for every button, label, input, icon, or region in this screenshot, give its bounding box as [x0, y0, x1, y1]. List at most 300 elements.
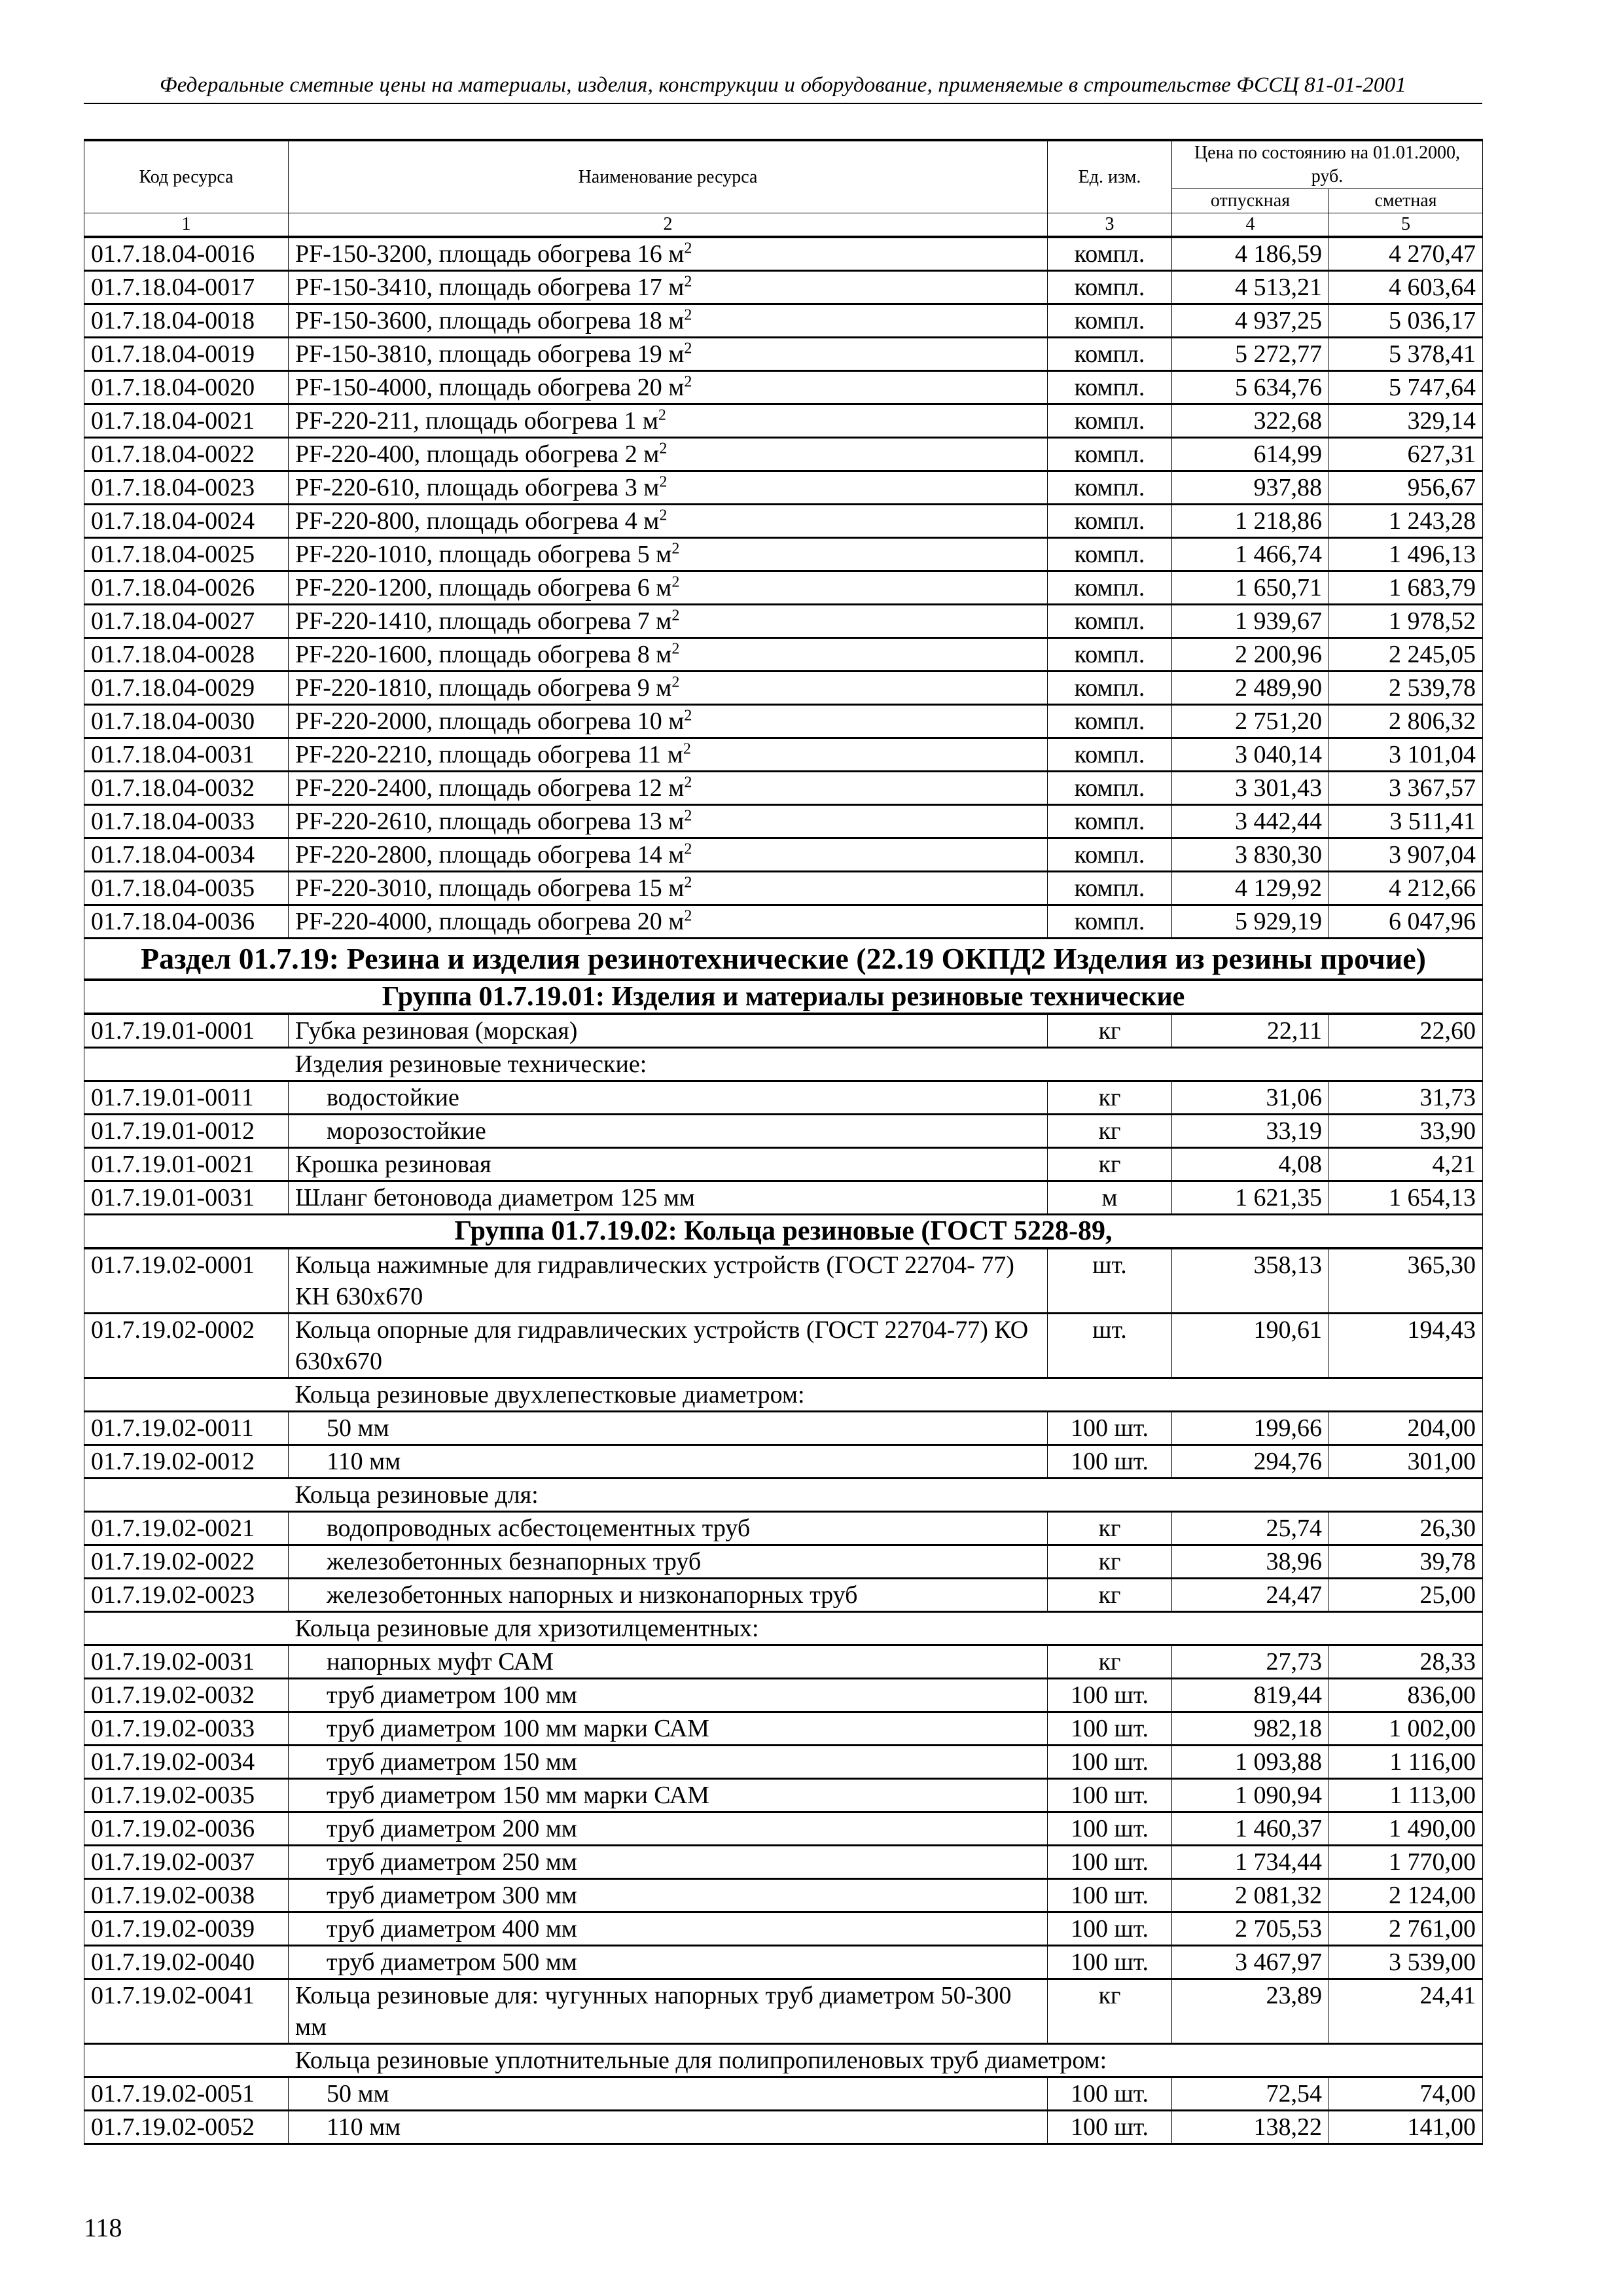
- resource-name: [289, 538, 1048, 571]
- resource-name: [289, 404, 1048, 438]
- table-row: [84, 571, 1483, 605]
- price-estimate: 956,67: [1329, 471, 1483, 505]
- superscript: 2: [671, 673, 680, 691]
- table-row: [84, 1081, 1483, 1115]
- unit: 100 шт.: [1048, 1445, 1172, 1479]
- column-number-row: [84, 213, 1483, 238]
- price-estimate: 22,60: [1329, 1014, 1483, 1048]
- resource-code: 01.7.19.02-0001: [84, 1248, 289, 1314]
- running-header: Федеральные сметные цены на материалы, изделия, конструкции и оборудование, применяемые в строительстве ФССЦ 81-01-2001: [84, 73, 1482, 104]
- price-release: 614,99: [1172, 438, 1329, 471]
- table-row: [84, 1014, 1483, 1048]
- resource-code: 01.7.19.02-0022: [84, 1545, 289, 1579]
- price-release: 22,11: [1172, 1014, 1329, 1048]
- resource-name: Кольца резиновые для: чугунных напорных труб диаметром 50-300 мм: [289, 1979, 1048, 2044]
- unit: компл.: [1048, 237, 1172, 271]
- table-row: [84, 872, 1483, 905]
- resource-name: [289, 905, 1048, 939]
- price-release: 3 301,43: [1172, 772, 1329, 805]
- table-row: [84, 605, 1483, 638]
- price-release: 5 634,76: [1172, 371, 1329, 404]
- table-row: [84, 838, 1483, 872]
- unit: компл.: [1048, 438, 1172, 471]
- table-row: [84, 1579, 1483, 1612]
- price-release: 5 929,19: [1172, 905, 1329, 939]
- superscript: 2: [684, 340, 692, 357]
- resource-code: 01.7.18.04-0021: [84, 404, 289, 438]
- table-row: [84, 438, 1483, 471]
- resource-name: Кольца нажимные для гидравлических устройств (ГОСТ 22704- 77) КН 630х670: [289, 1248, 1048, 1314]
- unit: 100 шт.: [1048, 1812, 1172, 1846]
- unit: 100 шт.: [1048, 1412, 1172, 1445]
- section-01-7-19: [84, 939, 1483, 2144]
- price-estimate: 4 270,47: [1329, 237, 1483, 271]
- subheading-row: [84, 1378, 1483, 1412]
- superscript: 2: [671, 540, 680, 558]
- resource-name: труб диаметром 500 мм: [289, 1946, 1048, 1979]
- table-row: [84, 1812, 1483, 1846]
- table-row: [84, 672, 1483, 705]
- resource-code: 01.7.18.04-0023: [84, 471, 289, 505]
- unit: кг: [1048, 1148, 1172, 1181]
- price-release: 1 090,94: [1172, 1779, 1329, 1812]
- resource-code: 01.7.19.02-0034: [84, 1746, 289, 1779]
- resource-name: 110 мм: [289, 1445, 1048, 1479]
- resource-code: 01.7.18.04-0036: [84, 905, 289, 939]
- price-estimate: 2 124,00: [1329, 1879, 1483, 1912]
- resource-name-text: PF-220-800, площадь обогрева 4 м: [295, 507, 660, 535]
- table-row: [84, 1979, 1483, 2044]
- resource-code: 01.7.19.01-0031: [84, 1181, 289, 1215]
- column-number: 2: [289, 213, 1048, 238]
- resource-code: 01.7.19.02-0038: [84, 1879, 289, 1912]
- resource-name-text: PF-150-3600, площадь обогрева 18 м: [295, 307, 685, 334]
- price-estimate: 5 378,41: [1329, 338, 1483, 371]
- resource-code: 01.7.18.04-0025: [84, 538, 289, 571]
- resource-name-text: PF-220-610, площадь обогрева 3 м: [295, 474, 660, 501]
- unit: компл.: [1048, 605, 1172, 638]
- resource-name-text: PF-220-2800, площадь обогрева 14 м: [295, 841, 685, 869]
- price-release: 3 830,30: [1172, 838, 1329, 872]
- superscript: 2: [684, 273, 692, 291]
- price-estimate: 39,78: [1329, 1545, 1483, 1579]
- unit: м: [1048, 1181, 1172, 1215]
- unit: 100 шт.: [1048, 1679, 1172, 1712]
- price-release: 358,13: [1172, 1248, 1329, 1314]
- table-row: [84, 304, 1483, 338]
- resource-name: 50 мм: [289, 1412, 1048, 1445]
- resource-name-text: PF-220-3010, площадь обогрева 15 м: [295, 874, 685, 902]
- resource-name: [289, 438, 1048, 471]
- price-estimate: 25,00: [1329, 1579, 1483, 1612]
- unit: компл.: [1048, 271, 1172, 304]
- price-release: 72,54: [1172, 2077, 1329, 2111]
- unit: компл.: [1048, 872, 1172, 905]
- price-estimate: 141,00: [1329, 2111, 1483, 2144]
- table-row: [84, 638, 1483, 672]
- resource-code: 01.7.19.02-0052: [84, 2111, 289, 2144]
- price-estimate: 1 654,13: [1329, 1181, 1483, 1215]
- price-estimate: 74,00: [1329, 2077, 1483, 2111]
- resource-name-text: PF-150-3810, площадь обогрева 19 м: [295, 340, 685, 368]
- price-release: 1 650,71: [1172, 571, 1329, 605]
- column-number: 5: [1329, 213, 1483, 238]
- resource-code: 01.7.18.04-0031: [84, 738, 289, 772]
- resource-name: Кольца опорные для гидравлических устройств (ГОСТ 22704-77) КО 630х670: [289, 1314, 1048, 1378]
- table-row: [84, 1248, 1483, 1314]
- resource-code: 01.7.19.02-0023: [84, 1579, 289, 1612]
- resource-code: 01.7.18.04-0028: [84, 638, 289, 672]
- price-release: 294,76: [1172, 1445, 1329, 1479]
- resource-code: 01.7.19.02-0032: [84, 1679, 289, 1712]
- resource-name: [289, 772, 1048, 805]
- price-release: 982,18: [1172, 1712, 1329, 1746]
- superscript: 2: [659, 507, 668, 524]
- price-release: 937,88: [1172, 471, 1329, 505]
- resource-name: железобетонных напорных и низконапорных труб: [289, 1579, 1048, 1612]
- superscript: 2: [684, 707, 692, 725]
- subheading-row: [84, 1048, 1483, 1081]
- price-estimate: 1 978,52: [1329, 605, 1483, 638]
- resource-code: 01.7.19.01-0001: [84, 1014, 289, 1048]
- price-estimate: 1 683,79: [1329, 571, 1483, 605]
- superscript: 2: [659, 473, 668, 491]
- price-estimate: 33,90: [1329, 1115, 1483, 1148]
- resource-code: 01.7.19.01-0012: [84, 1115, 289, 1148]
- unit: компл.: [1048, 538, 1172, 571]
- price-estimate: 1 770,00: [1329, 1846, 1483, 1879]
- resource-name-text: PF-150-4000, площадь обогрева 20 м: [295, 374, 685, 401]
- unit: компл.: [1048, 772, 1172, 805]
- price-release: 3 040,14: [1172, 738, 1329, 772]
- unit: кг: [1048, 1579, 1172, 1612]
- table-row: [84, 1181, 1483, 1215]
- price-release: 2 489,90: [1172, 672, 1329, 705]
- resource-code: 01.7.18.04-0029: [84, 672, 289, 705]
- table-row: [84, 338, 1483, 371]
- resource-name: труб диаметром 150 мм марки САМ: [289, 1779, 1048, 1812]
- price-estimate: 3 539,00: [1329, 1946, 1483, 1979]
- resource-code: 01.7.18.04-0027: [84, 605, 289, 638]
- table-row: [84, 237, 1483, 271]
- resource-name-text: PF-220-4000, площадь обогрева 20 м: [295, 908, 685, 935]
- subheading: Кольца резиновые для:: [289, 1479, 1483, 1512]
- price-release: 1 939,67: [1172, 605, 1329, 638]
- price-release: 819,44: [1172, 1679, 1329, 1712]
- price-estimate: 301,00: [1329, 1445, 1483, 1479]
- unit: компл.: [1048, 805, 1172, 838]
- table-row: [84, 1412, 1483, 1445]
- unit: кг: [1048, 1512, 1172, 1545]
- resource-name: [289, 872, 1048, 905]
- unit: 100 шт.: [1048, 1946, 1172, 1979]
- table-row: [84, 2077, 1483, 2111]
- resource-name: труб диаметром 100 мм: [289, 1679, 1048, 1712]
- subheading: Кольца резиновые для хризотилцементных:: [289, 1612, 1483, 1645]
- resource-name: труб диаметром 250 мм: [289, 1846, 1048, 1879]
- price-release: 4 937,25: [1172, 304, 1329, 338]
- resource-code: 01.7.19.02-0040: [84, 1946, 289, 1979]
- resource-name: водостойкие: [289, 1081, 1048, 1115]
- table-row: [84, 705, 1483, 738]
- header-name: Наименование ресурса: [289, 140, 1048, 213]
- resource-name: труб диаметром 400 мм: [289, 1912, 1048, 1946]
- table-row: [84, 1679, 1483, 1712]
- resource-code: 01.7.18.04-0034: [84, 838, 289, 872]
- unit: 100 шт.: [1048, 1846, 1172, 1879]
- resource-name: [289, 705, 1048, 738]
- resource-name: [289, 505, 1048, 538]
- group-title: Группа 01.7.19.02: Кольца резиновые (ГОСТ 5228-89,: [84, 1215, 1483, 1249]
- price-release: 24,47: [1172, 1579, 1329, 1612]
- table-row: [84, 772, 1483, 805]
- resource-code: 01.7.18.04-0033: [84, 805, 289, 838]
- unit: компл.: [1048, 505, 1172, 538]
- table-row: [84, 471, 1483, 505]
- price-estimate: 365,30: [1329, 1248, 1483, 1314]
- header-price-release: отпускная: [1172, 189, 1329, 213]
- table-row: [84, 1545, 1483, 1579]
- resource-code: 01.7.19.02-0037: [84, 1846, 289, 1879]
- unit: шт.: [1048, 1248, 1172, 1314]
- superscript: 2: [684, 907, 692, 925]
- unit: компл.: [1048, 905, 1172, 939]
- subheading: Кольца резиновые двухлепестковые диаметром:: [289, 1378, 1483, 1412]
- column-number: 4: [1172, 213, 1329, 238]
- price-estimate: 26,30: [1329, 1512, 1483, 1545]
- unit: кг: [1048, 1115, 1172, 1148]
- unit: компл.: [1048, 371, 1172, 404]
- header-code: Код ресурса: [84, 140, 289, 213]
- section-title: Раздел 01.7.19: Резина и изделия резинотехнические (22.19 ОКПД2 Изделия из резины прочие): [84, 939, 1483, 980]
- resource-code: 01.7.18.04-0030: [84, 705, 289, 738]
- resource-name: [289, 672, 1048, 705]
- resource-name: [289, 571, 1048, 605]
- table-row: [84, 404, 1483, 438]
- resource-code: 01.7.19.02-0033: [84, 1712, 289, 1746]
- heater-rows: [84, 237, 1483, 939]
- price-estimate: 31,73: [1329, 1081, 1483, 1115]
- price-release: 199,66: [1172, 1412, 1329, 1445]
- price-estimate: 627,31: [1329, 438, 1483, 471]
- resource-name-text: PF-220-1200, площадь обогрева 6 м: [295, 574, 672, 601]
- unit: компл.: [1048, 638, 1172, 672]
- table-row: [84, 1512, 1483, 1545]
- resource-code: 01.7.18.04-0026: [84, 571, 289, 605]
- unit: компл.: [1048, 338, 1172, 371]
- unit: компл.: [1048, 471, 1172, 505]
- unit: шт.: [1048, 1314, 1172, 1378]
- resource-name: Шланг бетоновода диаметром 125 мм: [289, 1181, 1048, 1215]
- table-row: [84, 505, 1483, 538]
- table-row: [84, 1148, 1483, 1181]
- resource-name: Крошка резиновая: [289, 1148, 1048, 1181]
- resource-name-text: PF-220-1810, площадь обогрева 9 м: [295, 674, 672, 702]
- resource-name: [289, 805, 1048, 838]
- resource-name-text: PF-220-1410, площадь обогрева 7 м: [295, 607, 672, 635]
- resource-name: труб диаметром 100 мм марки САМ: [289, 1712, 1048, 1746]
- resource-name: труб диаметром 150 мм: [289, 1746, 1048, 1779]
- resource-name-text: PF-220-2400, площадь обогрева 12 м: [295, 774, 685, 802]
- resource-name: [289, 471, 1048, 505]
- table-row: [84, 1879, 1483, 1912]
- price-table: [84, 139, 1483, 2145]
- resource-name: [289, 338, 1048, 371]
- price-release: 27,73: [1172, 1645, 1329, 1679]
- resource-code: 01.7.19.02-0011: [84, 1412, 289, 1445]
- price-estimate: 5 036,17: [1329, 304, 1483, 338]
- header-unit: Ед. изм.: [1048, 140, 1172, 213]
- resource-name: труб диаметром 300 мм: [289, 1879, 1048, 1912]
- price-estimate: 3 367,57: [1329, 772, 1483, 805]
- price-estimate: 836,00: [1329, 1679, 1483, 1712]
- table-row: [84, 1846, 1483, 1879]
- unit: кг: [1048, 1645, 1172, 1679]
- price-estimate: 5 747,64: [1329, 371, 1483, 404]
- resource-name: [289, 371, 1048, 404]
- unit: компл.: [1048, 404, 1172, 438]
- unit: кг: [1048, 1014, 1172, 1048]
- resource-name-text: PF-220-211, площадь обогрева 1 м: [295, 407, 658, 435]
- resource-name-text: PF-220-1010, площадь обогрева 5 м: [295, 541, 672, 568]
- price-release: 1 460,37: [1172, 1812, 1329, 1846]
- price-estimate: 1 113,00: [1329, 1779, 1483, 1812]
- price-estimate: 204,00: [1329, 1412, 1483, 1445]
- price-estimate: 2 245,05: [1329, 638, 1483, 672]
- price-release: 138,22: [1172, 2111, 1329, 2144]
- table-row: [84, 1115, 1483, 1148]
- price-estimate: 3 511,41: [1329, 805, 1483, 838]
- resource-name-text: PF-220-2000, площадь обогрева 10 м: [295, 708, 685, 735]
- header-price-group: Цена по состоянию на 01.01.2000, руб.: [1172, 140, 1483, 189]
- unit: 100 шт.: [1048, 1912, 1172, 1946]
- table-row: [84, 905, 1483, 939]
- column-number: 1: [84, 213, 289, 238]
- resource-name: морозостойкие: [289, 1115, 1048, 1148]
- table-row: [84, 1946, 1483, 1979]
- superscript: 2: [684, 774, 692, 791]
- unit: компл.: [1048, 304, 1172, 338]
- group-title: Группа 01.7.19.01: Изделия и материалы резиновые технические: [84, 980, 1483, 1014]
- unit: компл.: [1048, 738, 1172, 772]
- resource-name: труб диаметром 200 мм: [289, 1812, 1048, 1846]
- price-release: 2 751,20: [1172, 705, 1329, 738]
- price-release: 31,06: [1172, 1081, 1329, 1115]
- subheading-row: [84, 1479, 1483, 1512]
- header-price-estimate: сметная: [1329, 189, 1483, 213]
- resource-name: Губка резиновая (морская): [289, 1014, 1048, 1048]
- price-estimate: 194,43: [1329, 1314, 1483, 1378]
- table-row: [84, 2111, 1483, 2144]
- unit: 100 шт.: [1048, 1746, 1172, 1779]
- resource-code: 01.7.18.04-0017: [84, 271, 289, 304]
- superscript: 2: [684, 874, 692, 891]
- price-release: 2 705,53: [1172, 1912, 1329, 1946]
- subheading: Изделия резиновые технические:: [289, 1048, 1483, 1081]
- resource-code: 01.7.19.02-0012: [84, 1445, 289, 1479]
- page-number: 118: [84, 2213, 122, 2242]
- table-row: [84, 1314, 1483, 1378]
- price-release: 4 186,59: [1172, 237, 1329, 271]
- table-row: [84, 1445, 1483, 1479]
- resource-code: 01.7.19.02-0036: [84, 1812, 289, 1846]
- price-release: 4 129,92: [1172, 872, 1329, 905]
- price-release: 5 272,77: [1172, 338, 1329, 371]
- resource-code: 01.7.19.01-0011: [84, 1081, 289, 1115]
- table-row: [84, 1746, 1483, 1779]
- unit: кг: [1048, 1081, 1172, 1115]
- price-estimate: 6 047,96: [1329, 905, 1483, 939]
- price-release: 2 081,32: [1172, 1879, 1329, 1912]
- resource-code: 01.7.18.04-0018: [84, 304, 289, 338]
- resource-name-text: PF-220-400, площадь обогрева 2 м: [295, 440, 660, 468]
- resource-name-text: PF-150-3200, площадь обогрева 16 м: [295, 240, 685, 268]
- price-estimate: 1 002,00: [1329, 1712, 1483, 1746]
- price-release: 1 218,86: [1172, 505, 1329, 538]
- resource-name-text: PF-220-2210, площадь обогрева 11 м: [295, 741, 683, 768]
- price-release: 33,19: [1172, 1115, 1329, 1148]
- resource-name-text: PF-220-2610, площадь обогрева 13 м: [295, 808, 685, 835]
- subheading-row: [84, 1612, 1483, 1645]
- subheading-row: [84, 2044, 1483, 2077]
- table-row: [84, 1779, 1483, 1812]
- resource-code: 01.7.19.02-0039: [84, 1912, 289, 1946]
- price-estimate: 329,14: [1329, 404, 1483, 438]
- resource-code: 01.7.18.04-0024: [84, 505, 289, 538]
- resource-name: [289, 304, 1048, 338]
- superscript: 2: [684, 807, 692, 825]
- superscript: 2: [671, 573, 680, 591]
- table-row: [84, 371, 1483, 404]
- unit: кг: [1048, 1545, 1172, 1579]
- price-estimate: 28,33: [1329, 1645, 1483, 1679]
- resource-code: 01.7.18.04-0022: [84, 438, 289, 471]
- resource-name: железобетонных безнапорных труб: [289, 1545, 1048, 1579]
- resource-code: 01.7.19.02-0002: [84, 1314, 289, 1378]
- unit: компл.: [1048, 672, 1172, 705]
- resource-name: напорных муфт САМ: [289, 1645, 1048, 1679]
- superscript: 2: [684, 373, 692, 391]
- resource-name: 110 мм: [289, 2111, 1048, 2144]
- superscript: 2: [671, 607, 680, 624]
- price-release: 23,89: [1172, 1979, 1329, 2044]
- superscript: 2: [684, 240, 692, 257]
- unit: 100 шт.: [1048, 1879, 1172, 1912]
- price-release: 3 467,97: [1172, 1946, 1329, 1979]
- price-estimate: 1 490,00: [1329, 1812, 1483, 1846]
- unit: 100 шт.: [1048, 2111, 1172, 2144]
- superscript: 2: [684, 306, 692, 324]
- unit: 100 шт.: [1048, 2077, 1172, 2111]
- column-number: 3: [1048, 213, 1172, 238]
- price-estimate: 2 806,32: [1329, 705, 1483, 738]
- superscript: 2: [683, 740, 691, 758]
- resource-code: 01.7.19.02-0021: [84, 1512, 289, 1545]
- price-estimate: 1 243,28: [1329, 505, 1483, 538]
- price-estimate: 2 539,78: [1329, 672, 1483, 705]
- resource-name: [289, 237, 1048, 271]
- table-row: [84, 738, 1483, 772]
- table-row: [84, 805, 1483, 838]
- resource-code: 01.7.18.04-0020: [84, 371, 289, 404]
- price-release: 25,74: [1172, 1512, 1329, 1545]
- price-release: 1 466,74: [1172, 538, 1329, 571]
- resource-name: [289, 271, 1048, 304]
- unit: компл.: [1048, 705, 1172, 738]
- price-release: 2 200,96: [1172, 638, 1329, 672]
- resource-code: 01.7.19.02-0041: [84, 1979, 289, 2044]
- superscript: 2: [684, 840, 692, 858]
